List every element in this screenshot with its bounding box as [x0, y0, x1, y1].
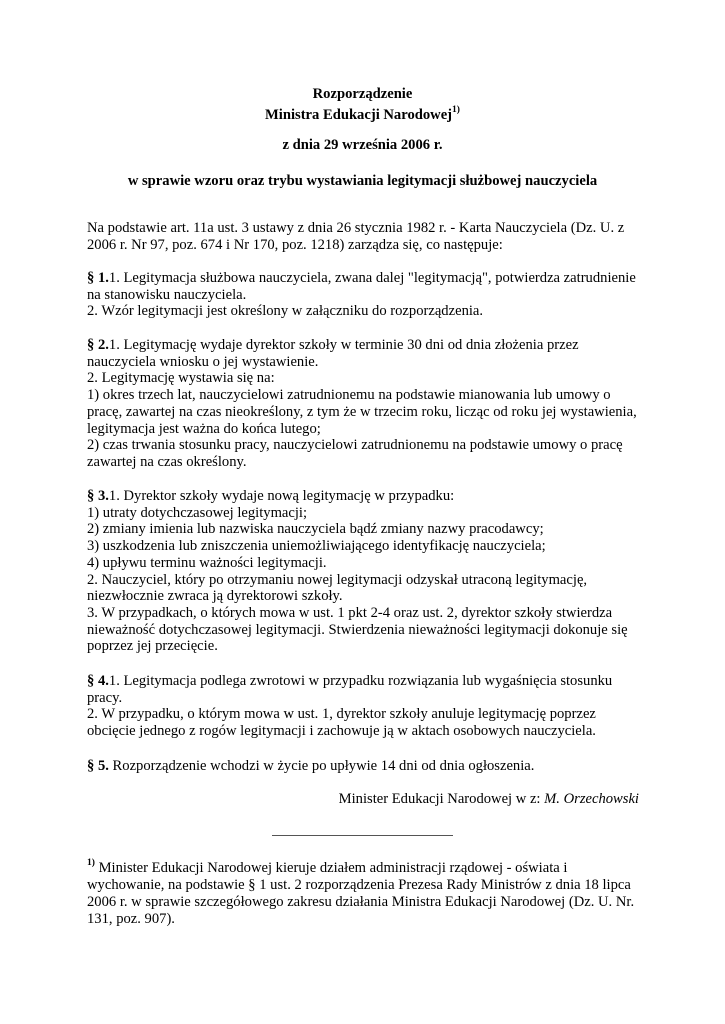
footnote-first-line	[87, 856, 647, 877]
section-text: Rozporządzenie wchodzi w życie po upływie 14 dni od dnia ogłoszenia.	[108, 758, 535, 774]
preamble-line: 2006 r. Nr 97, poz. 674 i Nr 170, poz. 1218) zarządza się, co następuje:	[87, 236, 503, 253]
section-line: niezwłocznie zwraca ją dyrektorowi szkoły.	[87, 588, 343, 605]
section-line: nieważność dotychczasowej legitymacji. Stwierdzenia nieważności legitymacji dokonuje się	[87, 621, 628, 638]
footnote-line: wychowanie, na podstawie § 1 ust. 2 rozporządzenia Prezesa Rady Ministrów z dnia 18 lipca	[87, 876, 631, 893]
footnote-mark: 1)	[87, 858, 95, 868]
document-title: Rozporządzenie	[312, 86, 413, 102]
section-text: 1. Legitymacja podlega zwrotowi w przypadku rozwiązania lub wygaśnięcia stosunku	[108, 673, 613, 689]
section-line: 1) utraty dotychczasowej legitymacji;	[87, 504, 308, 521]
section-5	[87, 758, 647, 775]
section-line: poprzez jej przecięcie.	[87, 638, 218, 655]
footnote-reference: 1)	[452, 105, 460, 115]
section-number: § 2.	[87, 337, 109, 353]
signature	[0, 791, 639, 808]
footnote-line: 131, poz. 907).	[87, 910, 175, 927]
section-first-line	[87, 337, 647, 354]
section-first-line	[87, 270, 647, 287]
section-line: 3) uszkodzenia lub zniszczenia uniemożliwiającego identyfikację nauczyciela;	[87, 538, 546, 555]
section-2	[87, 337, 647, 471]
section-line: zawartej na czas określony.	[87, 453, 247, 470]
section-line: nauczyciela wniosku o jej wystawienie.	[87, 353, 319, 370]
issuer-line	[0, 103, 725, 124]
section-first-line	[87, 488, 647, 505]
section-line: 2. W przypadku, o którym mowa w ust. 1, dyrektor szkoły anuluje legitymację poprzez	[87, 706, 596, 723]
document-subject: w sprawie wzoru oraz trybu wystawiania legitymacji służbowej nauczyciela	[127, 173, 598, 189]
document-date: z dnia 29 września 2006 r.	[282, 137, 443, 153]
signature-title: Minister Edukacji Narodowej w z:	[338, 791, 545, 807]
section-text: 1. Legitymację wydaje dyrektor szkoły w terminie 30 dni od dnia złożenia przez	[108, 337, 579, 353]
preamble	[87, 220, 647, 253]
issuer-name: Ministra Edukacji Narodowej	[265, 106, 453, 123]
footnote	[87, 856, 647, 928]
section-line: pracę, zawartej na czas nieokreślony, z tym że w trzecim roku, licząc od roku jej wystawienia,	[87, 403, 637, 420]
section-text: 1. Legitymacja służbowa nauczyciela, zwana dalej "legitymacją", potwierdza zatrudnienie	[108, 270, 636, 286]
section-first-line	[87, 758, 647, 775]
section-line: 2. Wzór legitymacji jest określony w załączniku do rozporządzenia.	[87, 303, 484, 320]
footnote-text: Minister Edukacji Narodowej kieruje działem administracji rządowej - oświata i	[94, 859, 568, 876]
section-first-line	[87, 673, 647, 690]
section-number: § 5.	[87, 758, 109, 774]
footnote-separator	[272, 835, 453, 836]
section-number: § 1.	[87, 270, 109, 286]
footnote-line: 2006 r. w sprawie szczegółowego zakresu działania Ministra Edukacji Narodowej (Dz. U. Nr.	[87, 893, 635, 910]
section-1	[87, 270, 647, 320]
section-line: 2. Legitymację wystawia się na:	[87, 370, 275, 387]
section-number: § 4.	[87, 673, 109, 689]
section-4	[87, 673, 647, 740]
section-line: 1) okres trzech lat, nauczycielowi zatrudnionemu na podstawie mianowania lub umowy o	[87, 387, 611, 404]
section-line: 2) czas trwania stosunku pracy, nauczycielowi zatrudnionemu na podstawie umowy o pracę	[87, 437, 623, 454]
section-line: obcięcie jednego z rogów legitymacji i zachowuje ją w aktach osobowych nauczyciela.	[87, 723, 596, 740]
section-3	[87, 488, 647, 655]
section-line: 2. Nauczyciel, który po otrzymaniu nowej legitymacji odzyskał utraconą legitymację,	[87, 571, 588, 588]
section-line: pracy.	[87, 689, 123, 706]
signature-name: M. Orzechowski	[544, 791, 639, 807]
preamble-line: Na podstawie art. 11a ust. 3 ustawy z dnia 26 stycznia 1982 r. - Karta Nauczyciela (Dz. U. z	[87, 220, 625, 236]
section-line: legitymacja jest ważna do końca lutego;	[87, 420, 321, 437]
section-line: 4) upływu terminu ważności legitymacji.	[87, 554, 327, 571]
section-text: 1. Dyrektor szkoły wydaje nową legitymację w przypadku:	[108, 488, 455, 504]
section-line: 2) zmiany imienia lub nazwiska nauczyciela bądź zmiany nazwy pracodawcy;	[87, 521, 544, 538]
section-line: 3. W przypadkach, o których mowa w ust. 1 pkt 2-4 oraz ust. 2, dyrektor szkoły stwierdza	[87, 604, 613, 621]
section-number: § 3.	[87, 488, 109, 504]
section-line: na stanowisku nauczyciela.	[87, 286, 247, 303]
